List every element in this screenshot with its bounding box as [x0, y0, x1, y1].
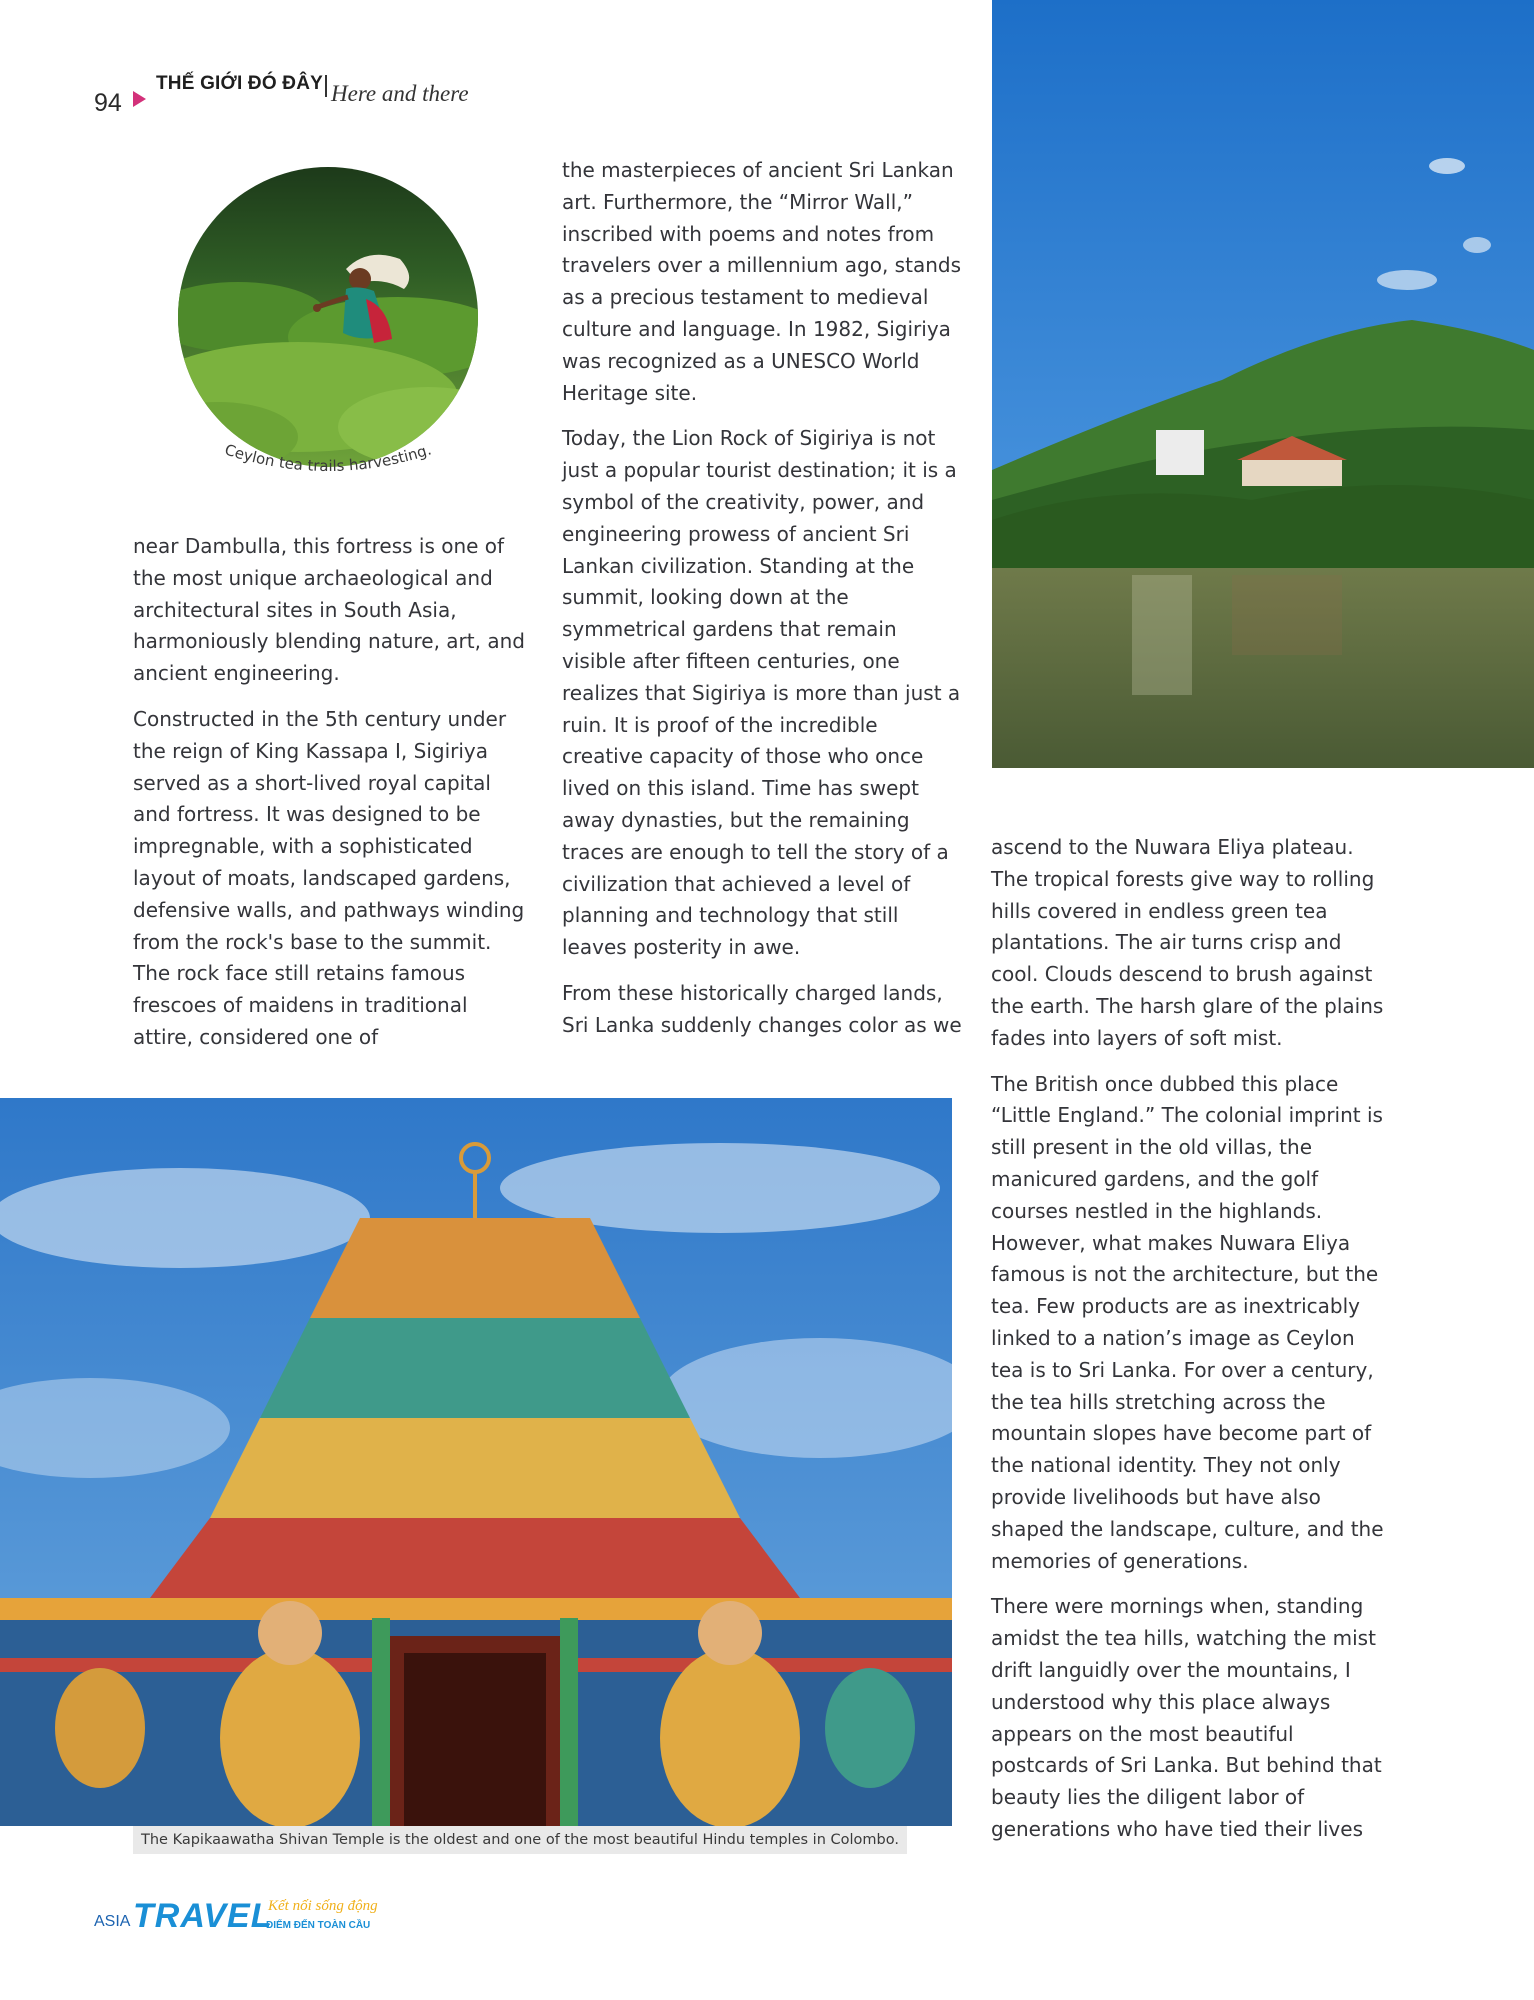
page-arrow-icon — [133, 91, 146, 107]
section-divider — [325, 75, 327, 97]
temple-photo-caption: The Kapikaawatha Shivan Temple is the oldest and one of the most beautiful Hindu temples in Colombo. — [133, 1826, 907, 1854]
page-number: 94 — [94, 89, 122, 117]
paragraph: the masterpieces of ancient Sri Lankan art. Furthermore, the “Mirror Wall,” inscribed with poems and notes from travelers over a millennium ago, stands as a precious testament to medieval culture and language. In 1982, Sigiriya was recognized as a UNESCO World Heritage site. — [562, 158, 961, 405]
paragraph: ascend to the Nuwara Eliya plateau. The tropical forests give way to rolling hills covered in endless green tea plantations. The air turns crisp and cool. Clouds descend to brush against the earth. The harsh glare of the plains fades into layers of soft mist. — [991, 835, 1384, 1050]
paragraph: From these historically charged lands, Sri Lanka suddenly changes color as we — [562, 980, 962, 1037]
text-column-right — [991, 832, 1391, 1860]
logo-travel: TRAVEL — [133, 1897, 273, 1935]
tea-photo-caption — [176, 430, 480, 540]
section-title-english: Here and there — [331, 81, 469, 106]
temple-photo — [0, 1098, 952, 1826]
logo-tagline: Kết nối sống động — [268, 1898, 378, 1914]
text-column-middle — [562, 155, 962, 1056]
paragraph: The British once dubbed this place “Little England.” The colonial imprint is still present in the old villas, the manicured gardens, and the golf courses nestled in the highlands. However, what makes Nuwara Eliya famous is not the architecture, but the tea. Few products are as inextricably linked to a nation’s image as Ceylon tea is to Sri Lanka. For over a century, the tea hills stretching across the mountain slopes have become part of the national identity. They not only provide livelihoods but have also shaped the landscape, culture, and the memories of generations. — [991, 1071, 1384, 1573]
paragraph: near Dambulla, this fortress is one of the most unique archaeological and architectural sites in South Asia, harmoniously blending nature, art, and ancient engineering. — [133, 534, 525, 686]
section-title-vietnamese: THẾ GIỚI ĐÓ ĐÂY — [156, 73, 323, 94]
svg-text:Ceylon tea trails harvesting.: Ceylon tea trails harvesting. — [222, 440, 434, 476]
lake-photo — [992, 0, 1534, 768]
text-column-left — [133, 531, 533, 1068]
paragraph: Constructed in the 5th century under the reign of King Kassapa I, Sigiriya served as a short-lived royal capital and fortress. It was designed to be impregnable, with a sophisticated layout of moats, landscaped gardens, defensive walls, and pathways winding from the rock's base to the summit. The rock face still retains famous frescoes of maidens in traditional attire, considered one of — [133, 706, 525, 1049]
logo-subtagline: ĐIỂM ĐẾN TOÀN CẦU — [266, 1920, 371, 1931]
tea-harvest-photo — [178, 167, 478, 467]
paragraph: There were mornings when, standing amidst the tea hills, watching the mist drift languidly over the mountains, I understood why this place always appears on the most beautiful postcards of Sri Lanka. But behind that beauty lies the diligent labor of generations who have tied their lives — [991, 1594, 1382, 1841]
logo-asia: ASIA — [94, 1913, 131, 1930]
paragraph: Today, the Lion Rock of Sigiriya is not just a popular tourist destination; it is a symbol of the creativity, power, and engineering prowess of ancient Sri Lankan civilization. Standing at the summit, looking down at the symmetrical gardens that remain visible after fifteen centuries, one realizes that Sigiriya is more than just a ruin. It is proof of the incredible creative capacity of those who once lived on this island. Time has swept away dynasties, but the remaining traces are enough to tell the story of a civilization that achieved a level of planning and technology that still leaves posterity in awe. — [562, 426, 961, 960]
